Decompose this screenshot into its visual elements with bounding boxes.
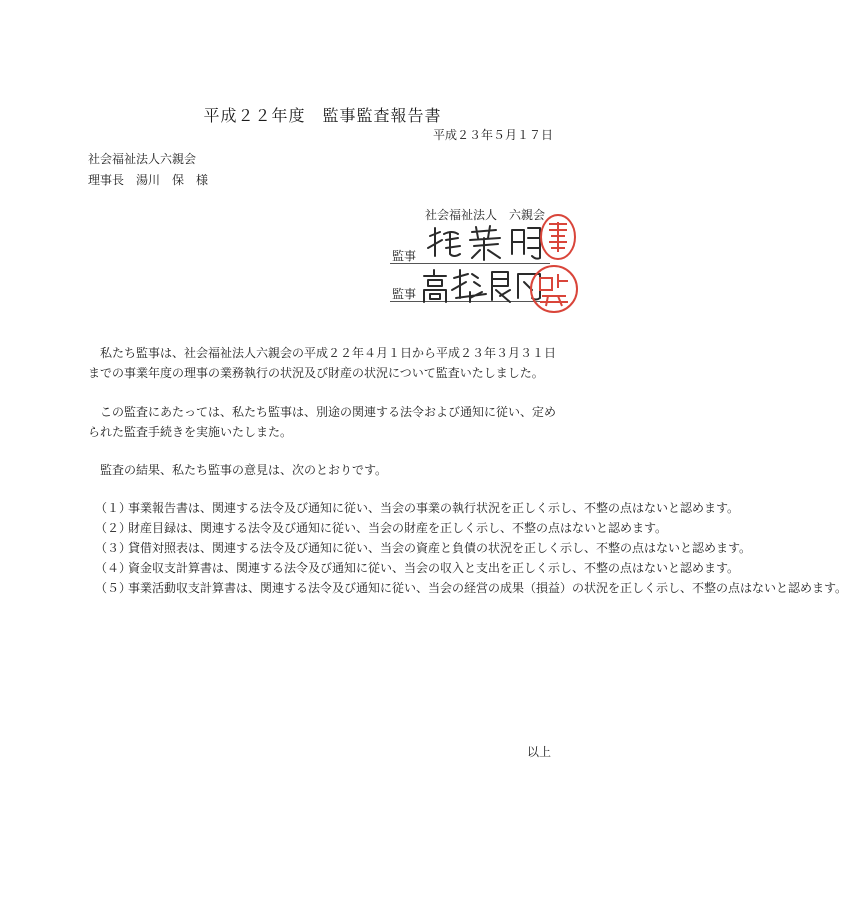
paragraph-2: この監査にあたっては、私たち監事は、別途の関連する法令および通知に従い、定められた監査手続きを実施いたしまた。 <box>88 405 557 439</box>
finding-item <box>95 498 740 518</box>
finding-item <box>95 538 752 558</box>
paragraph-3: 監査の結果、私たち監事の意見は、次のとおりです。 <box>100 463 388 477</box>
finding-number: （５） <box>95 581 132 595</box>
finding-number: （３） <box>95 541 132 555</box>
auditor-label-2: 監事 <box>392 287 417 301</box>
addressee-organization: 社会福祉法人六親会 <box>88 152 197 166</box>
finding-number: （２） <box>95 521 132 535</box>
auditor-label-1: 監事 <box>392 249 417 263</box>
auditor-signature-1 <box>424 224 544 264</box>
finding-text: 財産目録は、関連する法令及び通知に従い、当会の財産を正しく示し、不整の点はないと認めます。 <box>128 521 668 535</box>
seal-stamp-1 <box>538 212 578 262</box>
finding-item <box>95 558 740 578</box>
addressee-name: 理事長 湯川 保 様 <box>88 173 209 187</box>
finding-text: 事業報告書は、関連する法令及び通知に従い、当会の事業の執行状況を正しく示し、不整の点はないと認めます。 <box>128 501 740 515</box>
findings-list <box>95 498 847 598</box>
finding-number: （４） <box>95 561 132 575</box>
finding-item <box>95 578 847 598</box>
finding-text: 資金収支計算書は、関連する法令及び通知に従い、当会の収入と支出を正しく示し、不整の点はないと認めます。 <box>128 561 740 575</box>
document-title: 平成２２年度 監事監査報告書 <box>203 106 442 125</box>
seal-stamp-2 <box>528 262 580 316</box>
sender-organization: 社会福祉法人 六親会 <box>425 208 546 222</box>
finding-item <box>95 518 668 538</box>
paragraph-1: 私たち監事は、社会福祉法人六親会の平成２２年４月１日から平成２３年３月３１日までの事業年度の理事の業務執行の状況及び財産の状況について監査いたしました。 <box>88 346 557 380</box>
document-date: 平成２３年５月１７日 <box>432 128 553 142</box>
finding-text: 貸借対照表は、関連する法令及び通知に従い、当会の資産と負債の状況を正しく示し、不整の点はないと認めます。 <box>128 541 752 555</box>
finding-text: 事業活動収支計算書は、関連する法令及び通知に従い、当会の経営の成果（損益）の状況を正しく示し、不整の点はないと認めます。 <box>128 581 847 595</box>
finding-number: （１） <box>95 501 132 515</box>
closing-mark: 以上 <box>526 745 551 759</box>
